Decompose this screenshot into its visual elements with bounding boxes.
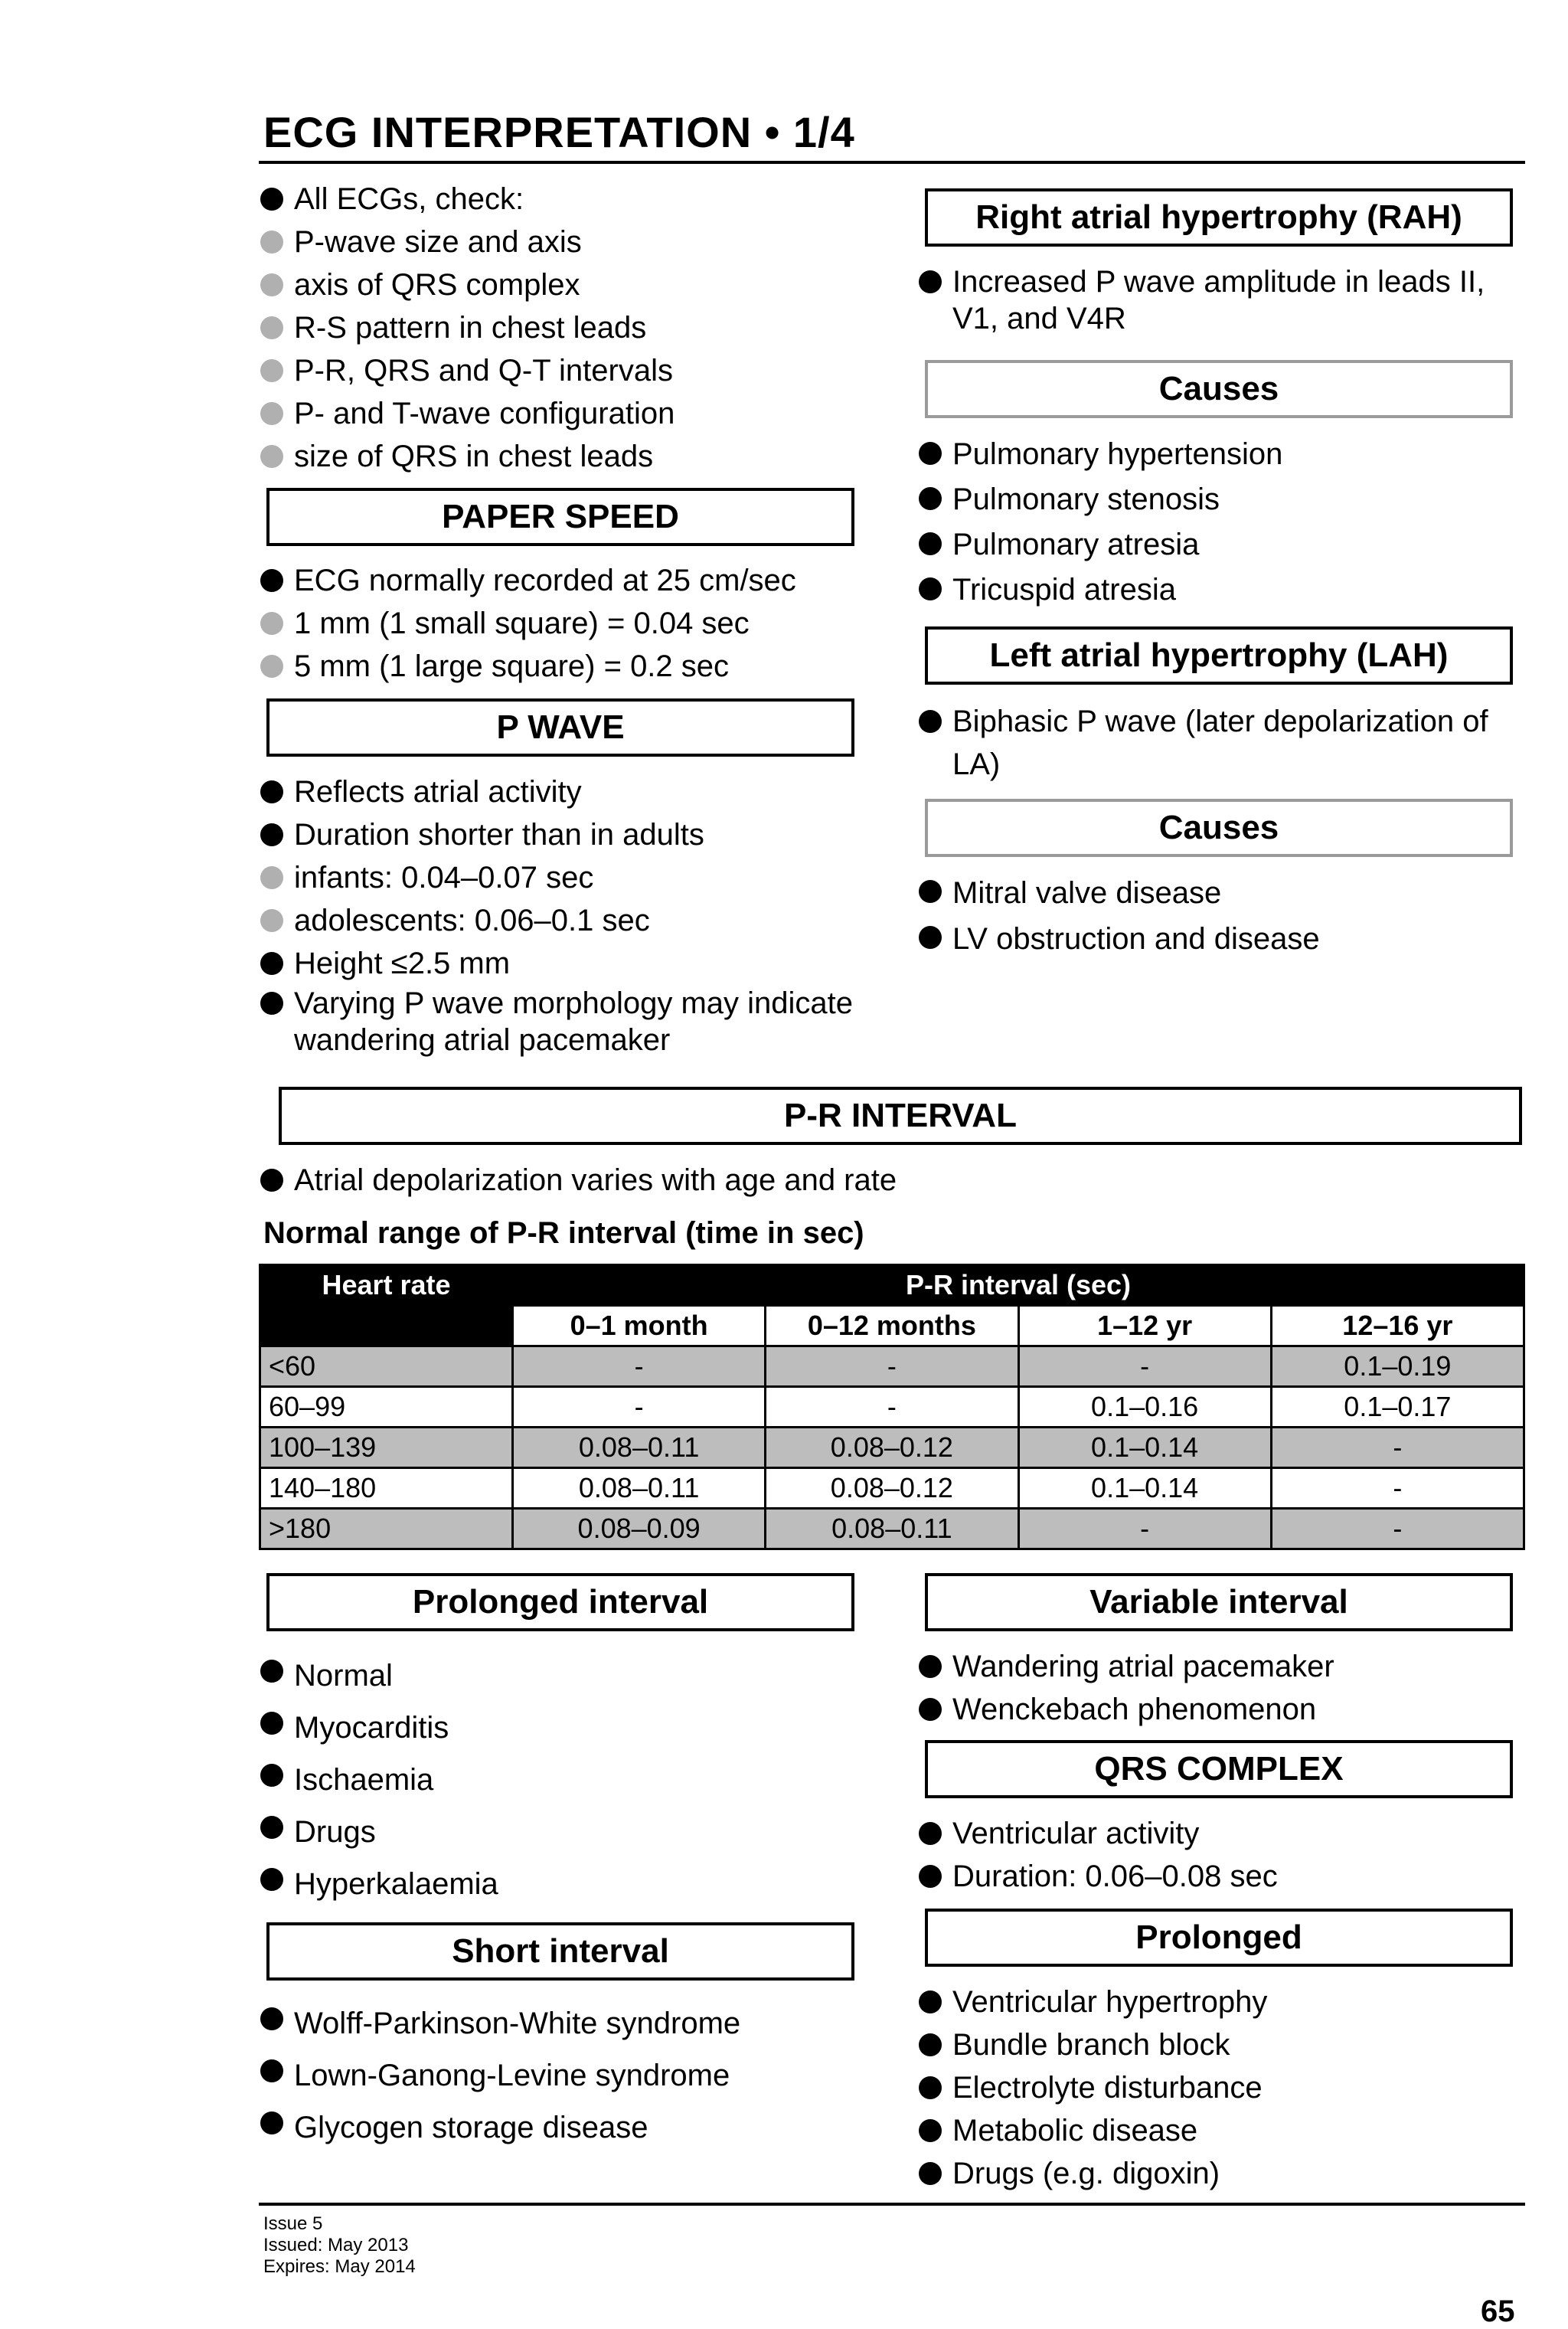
qrs-complex-heading: QRS COMPLEX <box>925 1740 1513 1798</box>
table-cell: 0.1–0.14 <box>1018 1428 1271 1468</box>
list-item: Wenckebach phenomenon <box>917 1688 1522 1731</box>
table-row <box>260 1428 1524 1468</box>
table-cell: - <box>513 1346 766 1387</box>
page-title: ECG INTERPRETATION • 1/4 <box>263 108 855 156</box>
list-item: 1 mm (1 small square) = 0.04 sec <box>259 602 864 645</box>
check-list <box>259 178 856 478</box>
prolonged-heading: Prolonged <box>925 1909 1513 1967</box>
list-item: Pulmonary hypertension <box>917 432 1522 477</box>
lah-causes-heading: Causes <box>925 799 1513 857</box>
list-item: adolescents: 0.06–0.1 sec <box>259 899 856 942</box>
pr-table-caption: Normal range of P-R interval (time in sec) <box>263 1216 864 1250</box>
list-item: Myocarditis <box>259 1702 856 1754</box>
list-item: Atrial depolarization varies with age and rate <box>259 1159 1407 1202</box>
list-item: Pulmonary atresia <box>917 522 1522 568</box>
list-item: P-wave size and axis <box>259 221 856 263</box>
rah-heading: Right atrial hypertrophy (RAH) <box>925 188 1513 247</box>
list-item: Wolff-Parkinson-White syndrome <box>259 1997 856 2049</box>
table-cell: 0.1–0.17 <box>1271 1387 1524 1428</box>
pr-group-header: P-R interval (sec) <box>513 1265 1524 1306</box>
p-wave-list <box>259 770 856 1058</box>
list-item: Pulmonary stenosis <box>917 477 1522 522</box>
table-cell: 0.08–0.11 <box>513 1428 766 1468</box>
list-item: Biphasic P wave (later depolarization of LA) <box>917 700 1522 786</box>
lah-heading: Left atrial hypertrophy (LAH) <box>925 626 1513 685</box>
table-cell: 0.08–0.11 <box>766 1509 1018 1549</box>
table-cell: - <box>1271 1509 1524 1549</box>
title-rule <box>259 161 1525 164</box>
list-item: All ECGs, check: <box>259 178 856 221</box>
list-item: Mitral valve disease <box>917 870 1522 916</box>
p-wave-heading: P WAVE <box>266 698 854 757</box>
prolonged-interval-list <box>259 1650 856 1910</box>
table-cell: 0.08–0.09 <box>513 1509 766 1549</box>
list-item: Ischaemia <box>259 1754 856 1806</box>
list-item: Lown-Ganong-Levine syndrome <box>259 2049 856 2102</box>
list-item: R-S pattern in chest leads <box>259 306 856 349</box>
heart-rate-cell: 60–99 <box>260 1387 513 1428</box>
list-item: Varying P wave morphology may indicate wandering atrial pacemaker <box>259 985 856 1058</box>
lah-list <box>917 700 1522 786</box>
heart-rate-cell: >180 <box>260 1509 513 1549</box>
list-item: infants: 0.04–0.07 sec <box>259 856 856 899</box>
list-item: Height ≤2.5 mm <box>259 942 856 985</box>
table-cell: - <box>1018 1346 1271 1387</box>
rah-causes-heading: Causes <box>925 360 1513 418</box>
table-cell: 0.1–0.16 <box>1018 1387 1271 1428</box>
list-item: Electrolyte disturbance <box>917 2066 1522 2109</box>
age-header: 0–1 month <box>513 1306 766 1346</box>
list-item: axis of QRS complex <box>259 263 856 306</box>
list-item: Increased P wave amplitude in leads II, V1, and V4R <box>917 263 1522 337</box>
prolonged-interval-heading: Prolonged interval <box>266 1573 854 1631</box>
list-item: Duration: 0.06–0.08 sec <box>917 1855 1522 1898</box>
list-item: Drugs <box>259 1806 856 1858</box>
issue-number: Issue 5 <box>263 2213 323 2234</box>
rah-list <box>917 263 1522 337</box>
table-cell: 0.1–0.19 <box>1271 1346 1524 1387</box>
heart-rate-cell: 100–139 <box>260 1428 513 1468</box>
short-interval-list <box>259 1997 856 2154</box>
table-cell: 0.08–0.12 <box>766 1428 1018 1468</box>
qrs-complex-list <box>917 1812 1522 1898</box>
table-row <box>260 1468 1524 1509</box>
list-item: P-R, QRS and Q-T intervals <box>259 349 856 392</box>
table-row <box>260 1509 1524 1549</box>
variable-interval-list <box>917 1645 1522 1731</box>
list-item: 5 mm (1 large square) = 0.2 sec <box>259 645 864 688</box>
page-number: 65 <box>1481 2295 1515 2328</box>
list-item: Reflects atrial activity <box>259 770 856 813</box>
issued-date: Issued: May 2013 <box>263 2235 409 2255</box>
table-row <box>260 1346 1524 1387</box>
lah-causes-list <box>917 870 1522 962</box>
list-item: size of QRS in chest leads <box>259 435 856 478</box>
age-header: 0–12 months <box>766 1306 1018 1346</box>
list-item: Normal <box>259 1650 856 1702</box>
list-item: Duration shorter than in adults <box>259 813 856 856</box>
table-cell: - <box>1271 1428 1524 1468</box>
short-interval-heading: Short interval <box>266 1922 854 1981</box>
list-item: Bundle branch block <box>917 2023 1522 2066</box>
paper-speed-list <box>259 559 864 688</box>
table-cell: 0.1–0.14 <box>1018 1468 1271 1509</box>
table-cell: - <box>1271 1468 1524 1509</box>
table-cell: - <box>1018 1509 1271 1549</box>
list-item: Glycogen storage disease <box>259 2102 856 2154</box>
list-item: ECG normally recorded at 25 cm/sec <box>259 559 864 602</box>
list-item: Hyperkalaemia <box>259 1858 856 1910</box>
table-cell: 0.08–0.12 <box>766 1468 1018 1509</box>
footer-rule <box>259 2203 1525 2206</box>
expiry-date: Expires: May 2014 <box>263 2256 416 2277</box>
age-header: 1–12 yr <box>1018 1306 1271 1346</box>
heart-rate-cell: <60 <box>260 1346 513 1387</box>
list-item: Ventricular hypertrophy <box>917 1981 1522 2023</box>
table-cell: - <box>766 1387 1018 1428</box>
table-cell: - <box>513 1387 766 1428</box>
list-item: Ventricular activity <box>917 1812 1522 1855</box>
heart-rate-header: Heart rate <box>260 1265 513 1346</box>
pr-interval-list <box>259 1159 1407 1202</box>
rah-causes-list <box>917 432 1522 613</box>
list-item: Tricuspid atresia <box>917 568 1522 613</box>
paper-speed-heading: PAPER SPEED <box>266 488 854 546</box>
variable-interval-heading: Variable interval <box>925 1573 1513 1631</box>
pr-interval-heading: P-R INTERVAL <box>279 1087 1522 1145</box>
table-cell: 0.08–0.11 <box>513 1468 766 1509</box>
list-item: Drugs (e.g. digoxin) <box>917 2152 1522 2195</box>
pr-interval-table <box>259 1264 1525 1550</box>
list-item: Wandering atrial pacemaker <box>917 1645 1522 1688</box>
age-header: 12–16 yr <box>1271 1306 1524 1346</box>
table-row <box>260 1387 1524 1428</box>
list-item: Metabolic disease <box>917 2109 1522 2152</box>
list-item: P- and T-wave configuration <box>259 392 856 435</box>
prolonged-list <box>917 1981 1522 2195</box>
heart-rate-cell: 140–180 <box>260 1468 513 1509</box>
table-cell: - <box>766 1346 1018 1387</box>
list-item: LV obstruction and disease <box>917 916 1522 962</box>
